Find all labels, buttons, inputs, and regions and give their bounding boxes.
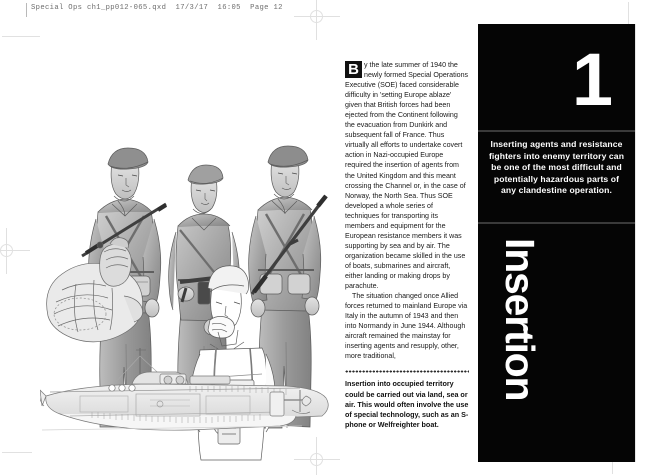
crop-mark-bottom-left <box>2 452 32 453</box>
chapter-title-vertical: Insertion <box>497 238 543 401</box>
dotted-separator-rule <box>345 370 469 373</box>
body-paragraph-2: The situation changed once Allied forces returned to mainland Europe via Italy in the autumn of 1943 and then into Normandy in June 1944. Although aircraft remained the mainstay for inserting agents and resupply, other, more traditional, <box>345 292 468 361</box>
body-text-column <box>345 60 469 430</box>
illustration-column <box>40 44 340 464</box>
sidebar-right-edge-line <box>635 24 636 462</box>
drop-cap-letter: B <box>345 61 362 78</box>
header-divider-rule <box>26 3 27 17</box>
chapter-number-area <box>478 24 635 121</box>
sidebar-divider-top <box>478 130 635 132</box>
body-paragraph-1: y the late summer of 1940 the newly formed Special Operations Executive (SOE) faced considerable difficulty in 'setting Europe ablaze' given that British forces had been ejected from the Continent following the evacuation from Dunkirk and subsequent fall of France. Thus virtually all efforts to undertake covert action in Nazi-occupied Europe required the insertion of agents from the United Kingdom and this meant crossing the Channel or, in the case of Norway, the North Sea. Thus SOE developed a whole series of techniques for transporting its members and equipment for the European resistance members it was supporting by sea and by air. The organization became skilled in the use of boats, submarines and aircraft, either landing or making drops by parachute. <box>345 61 469 291</box>
first-paragraph-block <box>345 60 469 291</box>
crop-mark-top-left <box>2 36 40 37</box>
pull-quote-caption: Insertion into occupied territory could be carried out via land, sea or air. This would often involve the use of special technology, such as an S-phone or Welfreighter boat. <box>345 379 469 430</box>
prepress-filename-text: Special Ops ch1_pp012-065.qxd 17/3/17 16:05 Page 12 <box>31 4 283 12</box>
chapter-number: 1 <box>571 38 610 121</box>
registration-mark-left <box>0 228 30 274</box>
chapter-intro-blurb: Inserting agents and resistance fighters into enemy territory can be one of the most difficult and potentially hazardous parts of any clandestine operation. <box>488 139 625 196</box>
sidebar-divider-bottom <box>478 222 635 224</box>
chapter-sidebar-panel <box>478 24 635 462</box>
registration-mark-top <box>294 0 340 40</box>
